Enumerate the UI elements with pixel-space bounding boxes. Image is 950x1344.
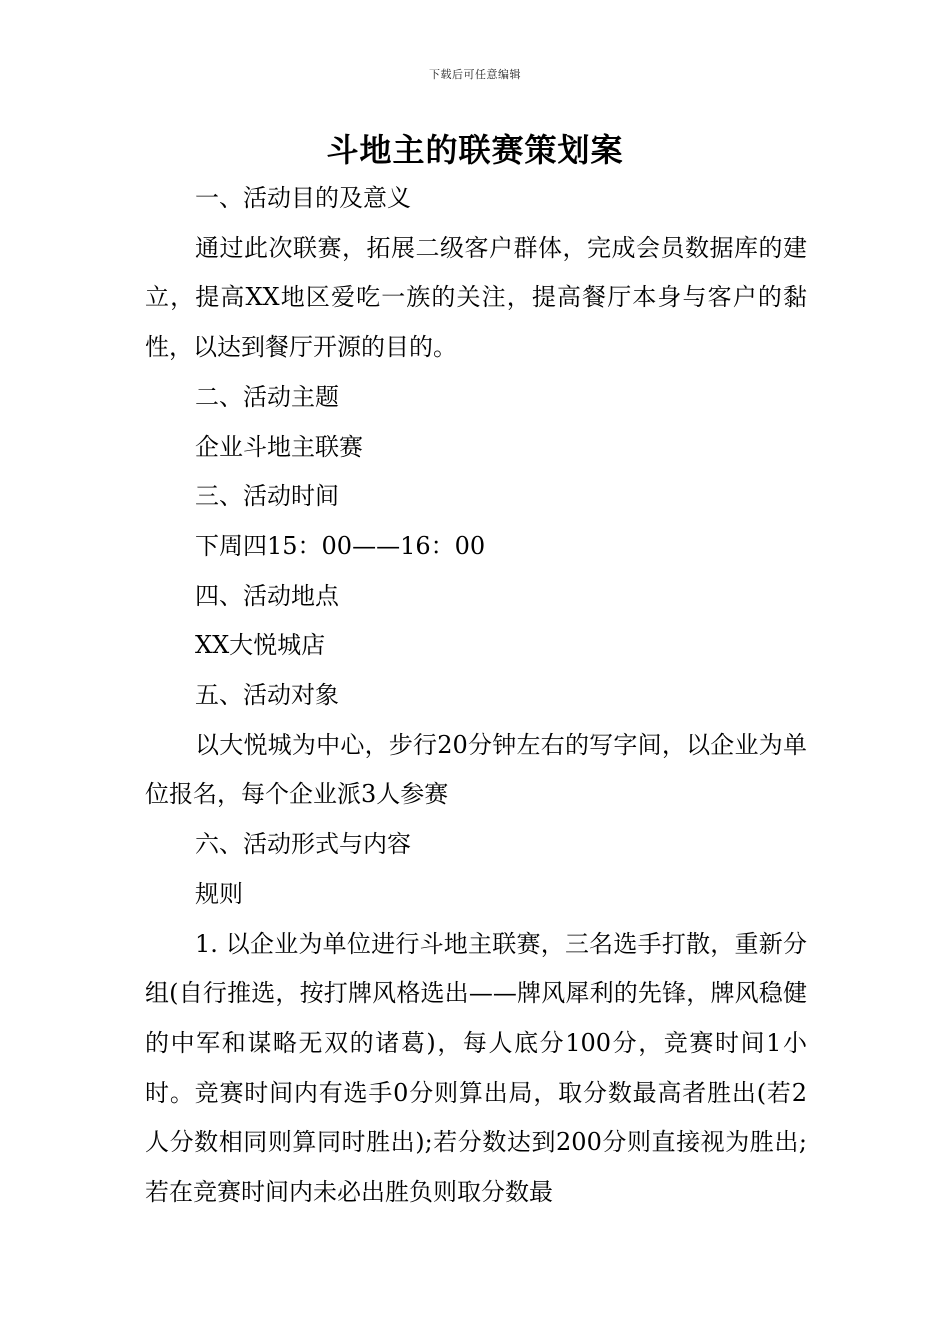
document-title: 斗地主的联赛策划案 [326,131,624,169]
section-body-rules: 1. 以企业为单位进行斗地主联赛，三名选手打散，重新分组(自行推选，按打牌风格选出——牌风犀利的先锋，牌风稳健的中军和谋略无双的诸葛)，每人底分100分，竞赛时间1小时。竞赛时间内有选手0分则算出局，取分数最高者胜出(若2人分数相同则算同时胜出);若分数达到200分则直接视为胜出;若在竞赛时间内未必出胜负则取分数最 [145,929,807,1207]
section-heading-location: 四、活动地点 [195,581,339,610]
section-heading-purpose: 一、活动目的及意义 [195,184,411,212]
document-body [145,174,807,1218]
section-body-theme: 企业斗地主联赛 [195,432,363,461]
section-subheading-rules: 规则 [195,879,243,908]
section-heading-time: 三、活动时间 [195,482,339,511]
section-heading-audience: 五、活动对象 [195,681,339,710]
section-body-audience: 以大悦城为中心，步行20分钟左右的写字间，以企业为单位报名，每个企业派3人参赛 [145,730,807,809]
section-body-location: XX大悦城店 [195,631,326,660]
section-heading-format: 六、活动形式与内容 [195,830,411,859]
section-body-purpose: 通过此次联赛，拓展二级客户群体，完成会员数据库的建立，提高XX地区爱吃一族的关注，提高餐厅本身与客户的黏性，以达到餐厅开源的目的。 [145,233,807,362]
section-body-time: 下周四15：00——16：00 [195,531,486,560]
section-heading-theme: 二、活动主题 [195,382,339,411]
page-header-note: 下载后可任意编辑 [429,68,521,81]
